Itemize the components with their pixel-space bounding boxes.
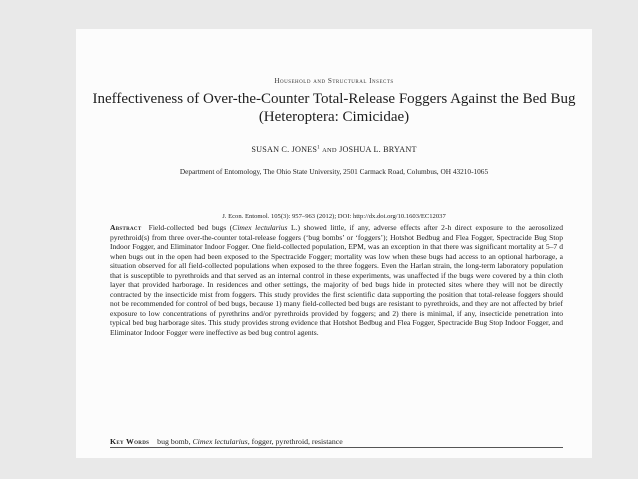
keywords-heading: Key Words [110,437,150,446]
species-name: Cimex lectularius [192,437,248,446]
citation-line: J. Econ. Entomol. 105(3): 957–963 (2012); DOI: http://dx.doi.org/10.1603/EC12037 [222,213,446,220]
author-name: JOSHUA L. BRYANT [339,145,417,154]
author-conjunction: AND [322,147,337,154]
section-label: Household and Structural Insects [274,77,394,85]
paper-title: Ineffectiveness of Over-the-Counter Total-Release Foggers Against the Bed Bug (Heteroptera: Cimicidae) [92,91,576,125]
author-affiliation-mark: 1 [317,145,320,151]
abstract-text: L.) showed little, if any, adverse effects after 2-h direct exposure to the aerosolized pyrethroid(s) from three over-the-counter total-release foggers (‘bug bombs’ or ‘foggers’); Hotshot Bedbug and Flea Fogger, Spectracide Bug Stop Indoor Fogger, and Eliminator Indoor Fogger. One field-collected population, EPM, was an exception in that there was significant mortality at 5–7 d when bugs out in the open had been exposed to the Spectracide Fogger; mortality was low when these bugs had access to an optional harborage, a situation observed for all field-collected populations when exposed to the three foggers. Even the Harlan strain, the long-term laboratory population that is susceptible to pyrethroids and that served as an internal control in these experiments, was unaffected if the bugs were covered by a thin cloth layer that provided harborage. In residences and other settings, the majority of bed bugs hide in protected sites where they will not be directly contracted by the insecticide mist from foggers. This study provides the first scientific data supporting the position that total-release foggers should not be recommended for control of bed bugs, because 1) many field-collected bed bugs are resistant to pyrethroids, and they are not affected by brief exposure to low concentrations of pyrethrins and/or pyrethroids provided by foggers; and 2) there is minimal, if any, insecticide penetration into typical bed bug harborage sites. This study provides strong evidence that Hotshot Bedbug and Flea Fogger, Spectracide Bug Stop Indoor Fogger, and Eliminator Indoor Fogger were ineffective as bed bug control agents. [110,223,563,338]
affiliation: Department of Entomology, The Ohio State University, 2501 Carmack Road, Columbus, OH 43210-1065 [179,167,489,176]
author-line [76,145,592,154]
author-name: SUSAN C. JONES [251,145,318,154]
abstract-heading: Abstract [110,223,142,232]
keywords-rule [110,447,563,448]
paper-page [76,29,592,458]
keywords-text: bug bomb, [157,437,193,446]
keywords [110,437,563,446]
keywords-text: , fogger, pyrethroid, resistance [247,437,343,446]
abstract [110,223,563,338]
abstract-text: Field-collected bed bugs ( [148,223,233,232]
species-name: Cimex lectularius [232,223,288,232]
